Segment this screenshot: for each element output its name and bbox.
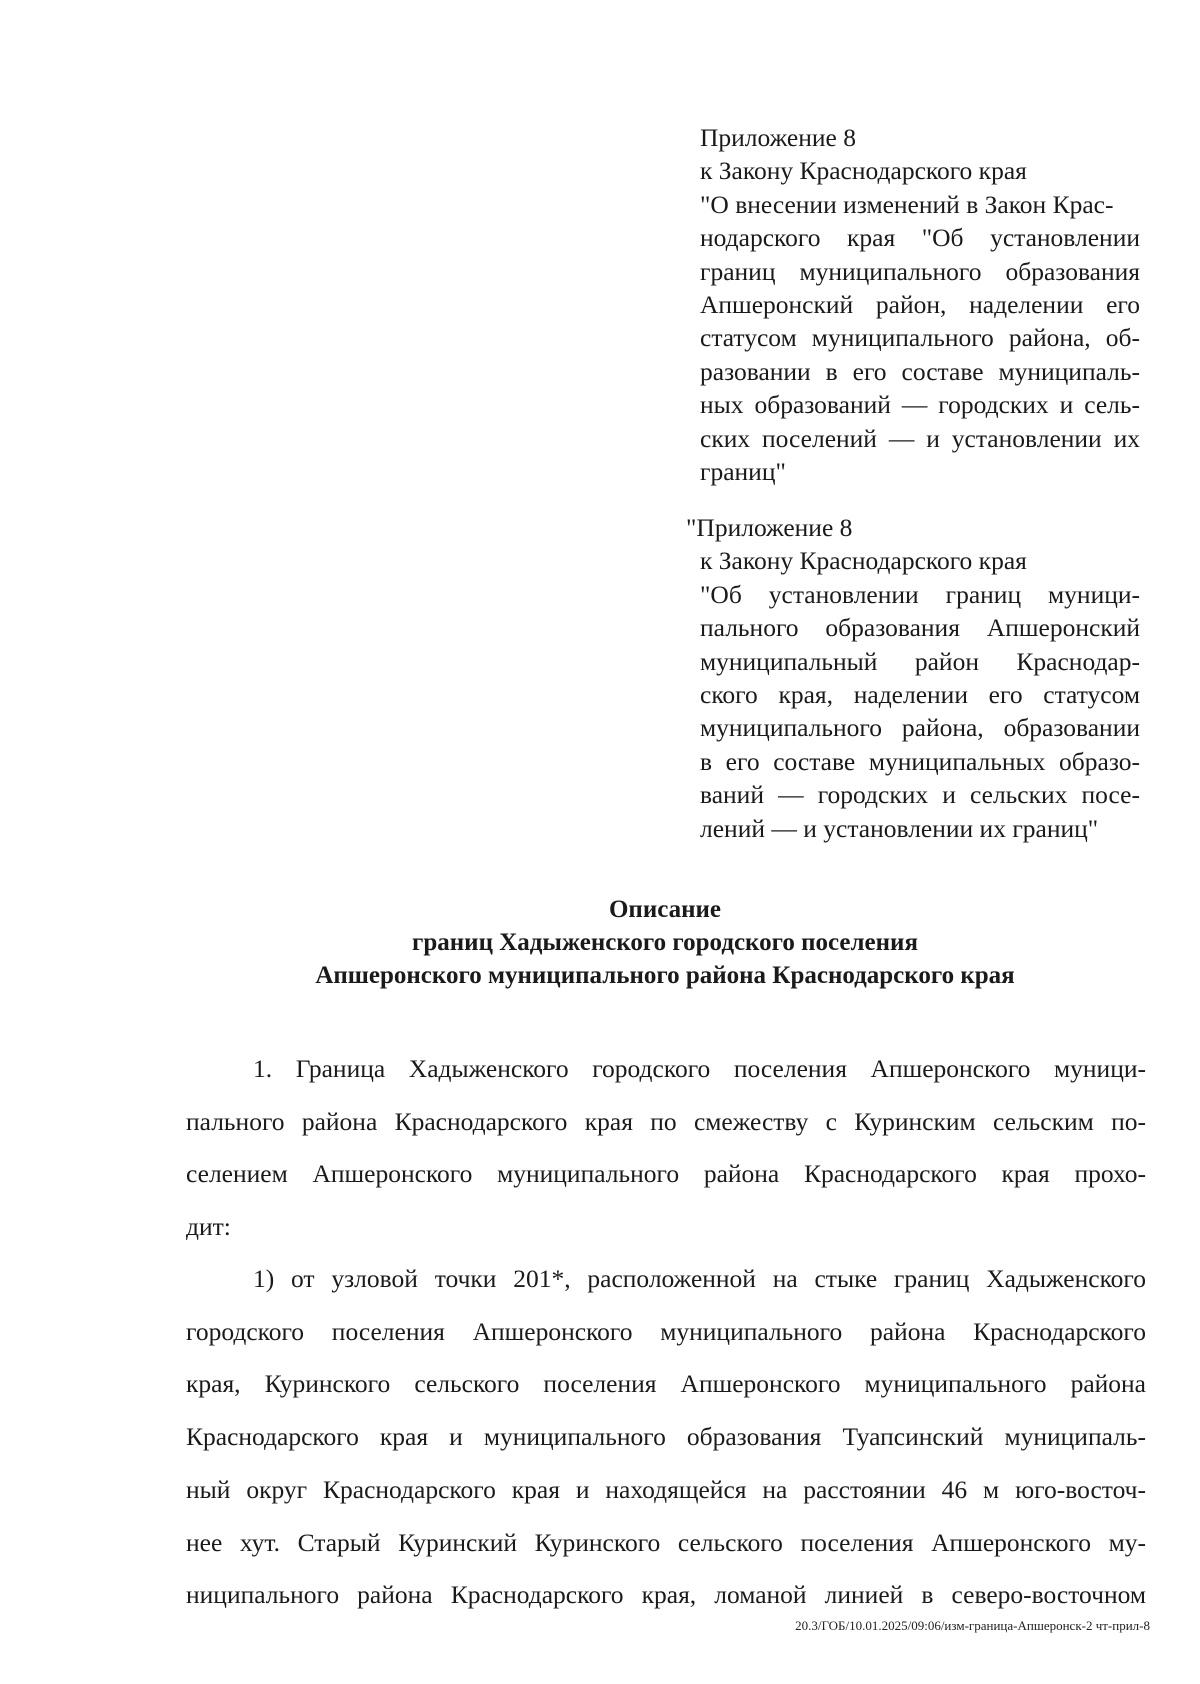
document-heading bbox=[180, 893, 1150, 992]
paragraph-line: городского поселения Апшеронского муниципального района Краснодарского bbox=[186, 1316, 1146, 1346]
appendix-line: муниципальный район Краснодар- bbox=[700, 646, 1140, 676]
appendix-line: границ" bbox=[700, 457, 786, 487]
appendix-line: разовании в его составе муниципаль- bbox=[700, 356, 1140, 386]
appendix-note-amending-law bbox=[700, 121, 1140, 488]
paragraph-line: селением Апшеронского муниципального района Краснодарского края прохо- bbox=[186, 1159, 1146, 1189]
paragraph-line: 1) от узловой точки 201*, расположенной на стыке границ Хадыженского bbox=[253, 1264, 1146, 1293]
paragraph-line: 1. Граница Хадыженского городского поселения Апшеронского муници- bbox=[253, 1054, 1146, 1083]
paragraph-line: края, Куринского сельского поселения Апшеронского муниципального района bbox=[186, 1369, 1146, 1399]
appendix-line: лений — и установлении их границ" bbox=[700, 813, 1099, 843]
appendix-line: к Закону Краснодарского края bbox=[700, 546, 1027, 576]
appendix-line: в его составе муниципальных образо- bbox=[700, 746, 1140, 776]
paragraph-line: дит: bbox=[186, 1212, 231, 1242]
appendix-line: границ муниципального образования bbox=[700, 256, 1140, 286]
appendix-line: муниципального района, образовании bbox=[700, 713, 1140, 743]
appendix-line: Приложение 8 bbox=[700, 123, 856, 152]
paragraph-line: ниципального района Краснодарского края, ломаной линией в северо-восточном bbox=[186, 1580, 1146, 1610]
appendix-line: нодарского края "Об установлении bbox=[700, 223, 1140, 253]
appendix-body bbox=[686, 544, 1140, 845]
appendix-line: пального образования Апшеронский bbox=[700, 613, 1140, 643]
appendix-line: ского края, наделении его статусом bbox=[700, 680, 1140, 710]
appendix-line: "О внесении изменений в Закон Крас- bbox=[700, 189, 1114, 219]
document-file-code: 20.3/ГОБ/10.01.2025/09:06/изм-граница-Апшеронск-2 чт-прил-8 bbox=[795, 1618, 1150, 1633]
appendix-line: к Закону Краснодарского края bbox=[700, 156, 1027, 186]
appendix-line: ных образований — городских и сель- bbox=[700, 390, 1140, 420]
heading-line: Описание bbox=[608, 896, 722, 923]
appendix-note-original-law bbox=[686, 511, 1140, 845]
paragraph-line: Краснодарского края и муниципального образования Туапсинский муниципаль- bbox=[186, 1422, 1146, 1452]
heading-line: Апшеронского муниципального района Краснодарского края bbox=[315, 962, 1015, 989]
paragraph-2 bbox=[186, 1253, 1146, 1622]
appendix-line: ских поселений — и установлении их bbox=[700, 423, 1140, 453]
paragraph-line: нее хут. Старый Куринский Куринского сельского поселения Апшеронского му- bbox=[186, 1527, 1146, 1557]
appendix-line: "Об установлении границ муници- bbox=[700, 579, 1140, 609]
paragraph-1 bbox=[186, 1043, 1146, 1254]
heading-line: границ Хадыженского городского поселения bbox=[412, 929, 918, 956]
appendix-line: статусом муниципального района, об- bbox=[700, 323, 1140, 353]
appendix-line: "Приложение 8 bbox=[686, 513, 853, 542]
paragraph-line: ный округ Краснодарского края и находящейся на расстоянии 46 м юго-восточ- bbox=[186, 1474, 1146, 1504]
paragraph-line: пального района Краснодарского края по смежеству с Куринским сельским по- bbox=[186, 1106, 1146, 1136]
appendix-line: Апшеронский район, наделении его bbox=[700, 290, 1140, 320]
appendix-line: ваний — городских и сельских посе- bbox=[700, 780, 1140, 810]
